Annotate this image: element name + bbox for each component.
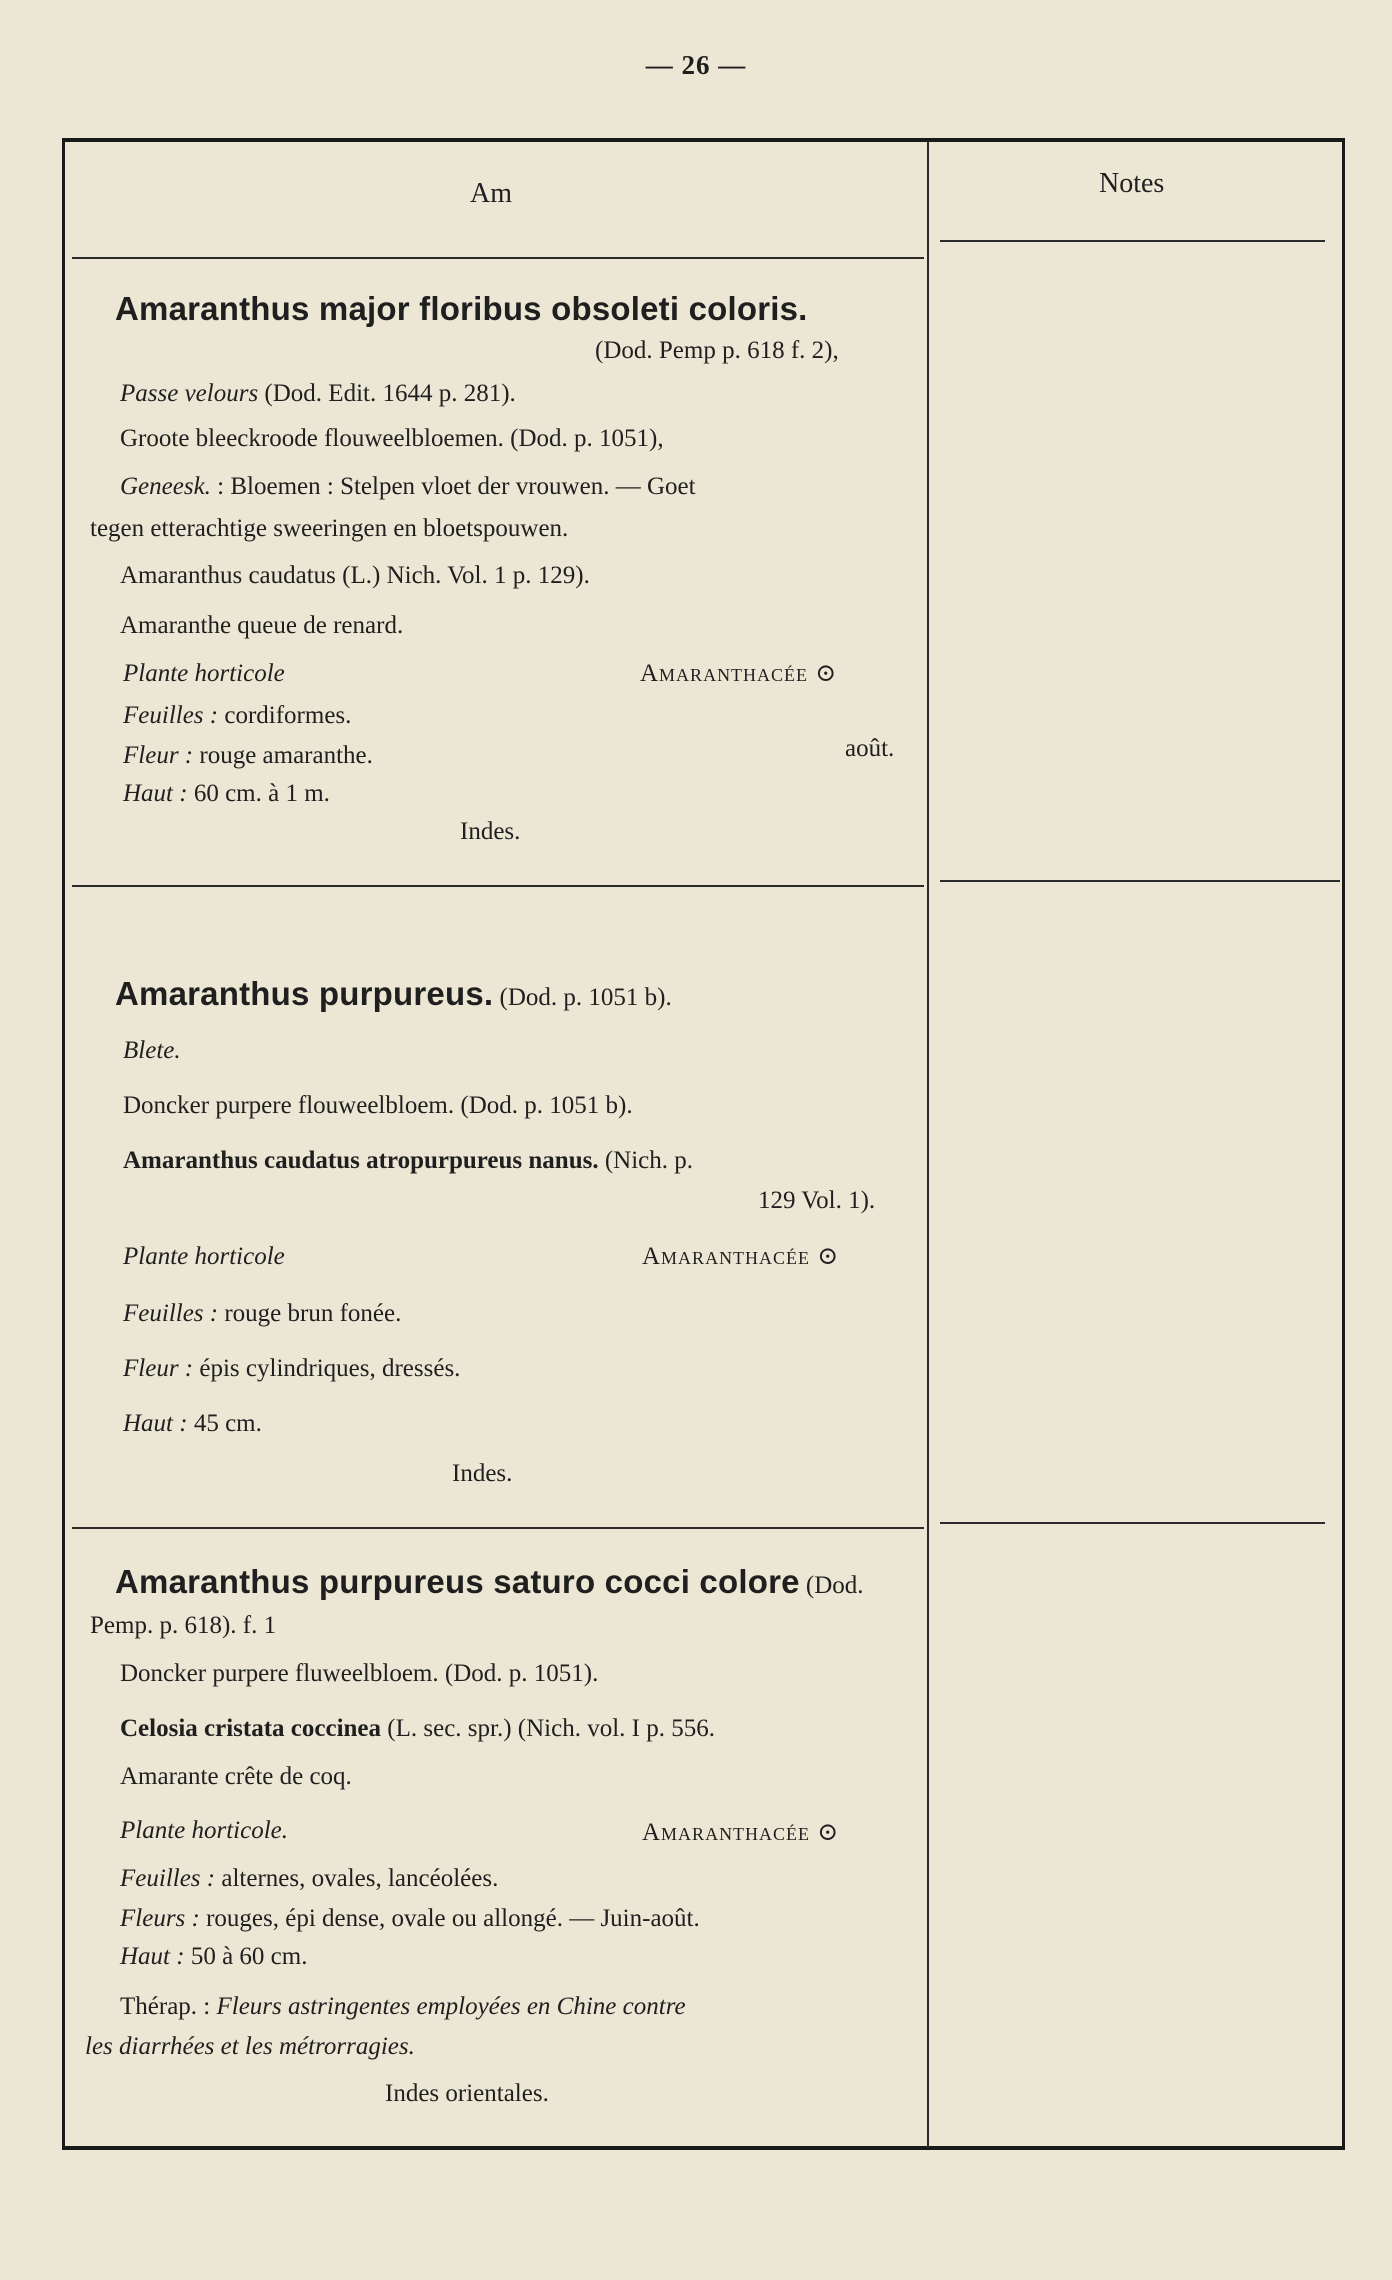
- entry-title-text: Amaranthus purpureus.: [115, 975, 494, 1012]
- entry-reference: Pemp. p. 618). f. 1: [90, 1612, 277, 1639]
- row-rule-left-1: [72, 885, 924, 887]
- flower-value: rouge amaranthe.: [193, 742, 373, 769]
- flower-label: Fleur :: [123, 1355, 194, 1382]
- entry-height: [120, 1943, 307, 1971]
- entry-synonym-ref2: 129 Vol. 1).: [758, 1187, 876, 1214]
- entry-family: Amaranthacée ⊙: [640, 660, 838, 687]
- entry-line: tegen etterachtige sweeringen en bloetspouwen.: [90, 515, 569, 542]
- header-am: Am: [470, 178, 512, 209]
- flowers-value: rouges, épi dense, ovale ou allongé. — Juin-août.: [199, 1905, 700, 1932]
- leaves-value: alternes, ovales, lancéolées.: [215, 1865, 499, 1892]
- flowers-label: Fleurs :: [120, 1905, 200, 1932]
- entry-line-label: Passe velours: [120, 380, 259, 407]
- height-label: Haut :: [123, 1410, 188, 1437]
- leaves-label: Feuilles :: [123, 1300, 219, 1327]
- entry-leaves: [123, 702, 351, 730]
- entry-therapy-cont: les diarrhées et les métrorragies.: [85, 2033, 415, 2060]
- entry-category: Plante horticole: [123, 660, 285, 687]
- entry-category: Plante horticole: [123, 1243, 285, 1270]
- entry-height: [123, 780, 330, 808]
- entry-flower: [123, 1355, 460, 1383]
- entry-category: Plante horticole.: [120, 1817, 289, 1844]
- height-value: 60 cm. à 1 m.: [187, 780, 330, 807]
- entry-dutch-name: Doncker purpere flouweelbloem. (Dod. p. 1051 b).: [123, 1092, 633, 1119]
- entry-line-text: : Bloemen : Stelpen vloet der vrouwen. — Goet: [210, 473, 696, 500]
- leaves-label: Feuilles :: [120, 1865, 216, 1892]
- entry-line-label: Geneesk.: [120, 473, 211, 500]
- synonym-name: Amaranthus caudatus atropurpureus nanus.: [123, 1147, 599, 1174]
- leaves-label: Feuilles :: [123, 702, 219, 729]
- height-label: Haut :: [123, 780, 188, 807]
- entry-family: Amaranthacée ⊙: [642, 1819, 840, 1846]
- entry-title-ref: (Dod. p. 1051 b).: [493, 984, 672, 1011]
- entry-synonym: Amaranthus caudatus (L.) Nich. Vol. 1 p. 129).: [120, 562, 590, 589]
- entry-height: [123, 1410, 262, 1438]
- entry-title-text: Amaranthus purpureus saturo cocci colore: [115, 1563, 800, 1600]
- entry-title: [115, 975, 672, 1013]
- entry-common-name: Amarante crête de coq.: [120, 1763, 352, 1790]
- entry-line: Groote bleeckroode flouweelbloemen. (Dod. p. 1051),: [120, 425, 664, 452]
- entry-line: [120, 473, 696, 501]
- header-rule-left: [72, 257, 924, 259]
- flower-label: Fleur :: [123, 742, 194, 769]
- row-rule-left-2: [72, 1527, 924, 1529]
- column-divider: [927, 142, 929, 2148]
- entry-origin: Indes.: [460, 818, 521, 845]
- entry-synonym: [120, 1715, 715, 1743]
- entry-reference: (Dod. Pemp p. 618 f. 2),: [595, 337, 839, 364]
- entry-therapy: [120, 1993, 686, 2021]
- entry-title-ref: (Dod.: [799, 1572, 864, 1599]
- entry-title: [115, 1563, 864, 1601]
- header-rule-right: [940, 240, 1325, 242]
- entry-flowers: [120, 1905, 700, 1933]
- entry-flower: [123, 742, 373, 770]
- entry-common-name: Amaranthe queue de renard.: [120, 612, 404, 639]
- entry-origin: Indes orientales.: [385, 2080, 549, 2107]
- entry-family: Amaranthacée ⊙: [642, 1243, 840, 1270]
- entry-title: Amaranthus major floribus obsoleti coloris.: [115, 290, 808, 327]
- synonym-ref: (Nich. p.: [598, 1147, 694, 1174]
- entry-synonym: [123, 1147, 693, 1175]
- entry-leaves: [123, 1300, 401, 1328]
- synonym-name: Celosia cristata coccinea: [120, 1715, 382, 1742]
- entry-dutch-name: Doncker purpere fluweelbloem. (Dod. p. 1051).: [120, 1660, 599, 1687]
- entry-line-text: (Dod. Edit. 1644 p. 281).: [258, 380, 516, 407]
- row-rule-right-1: [940, 880, 1340, 882]
- leaves-value: cordiformes.: [218, 702, 352, 729]
- flower-value: épis cylindriques, dressés.: [193, 1355, 461, 1382]
- therapy-label: Thérap. :: [120, 1993, 217, 2020]
- header-notes: Notes: [1099, 168, 1165, 199]
- entry-month: août.: [845, 735, 895, 762]
- therapy-text: Fleurs astringentes employées en Chine contre: [216, 1993, 686, 2020]
- entry-leaves: [120, 1865, 498, 1893]
- entry-synonym-blete: Blete.: [123, 1037, 181, 1064]
- height-value: 45 cm.: [187, 1410, 262, 1437]
- synonym-ref: (L. sec. spr.) (Nich. vol. I p. 556.: [381, 1715, 715, 1742]
- row-rule-right-2: [940, 1522, 1325, 1524]
- leaves-value: rouge brun fonée.: [218, 1300, 402, 1327]
- height-value: 50 à 60 cm.: [184, 1943, 308, 1970]
- page-number: — 26 —: [645, 50, 747, 80]
- height-label: Haut :: [120, 1943, 185, 1970]
- entry-origin: Indes.: [452, 1460, 513, 1487]
- entry-line: [120, 380, 516, 408]
